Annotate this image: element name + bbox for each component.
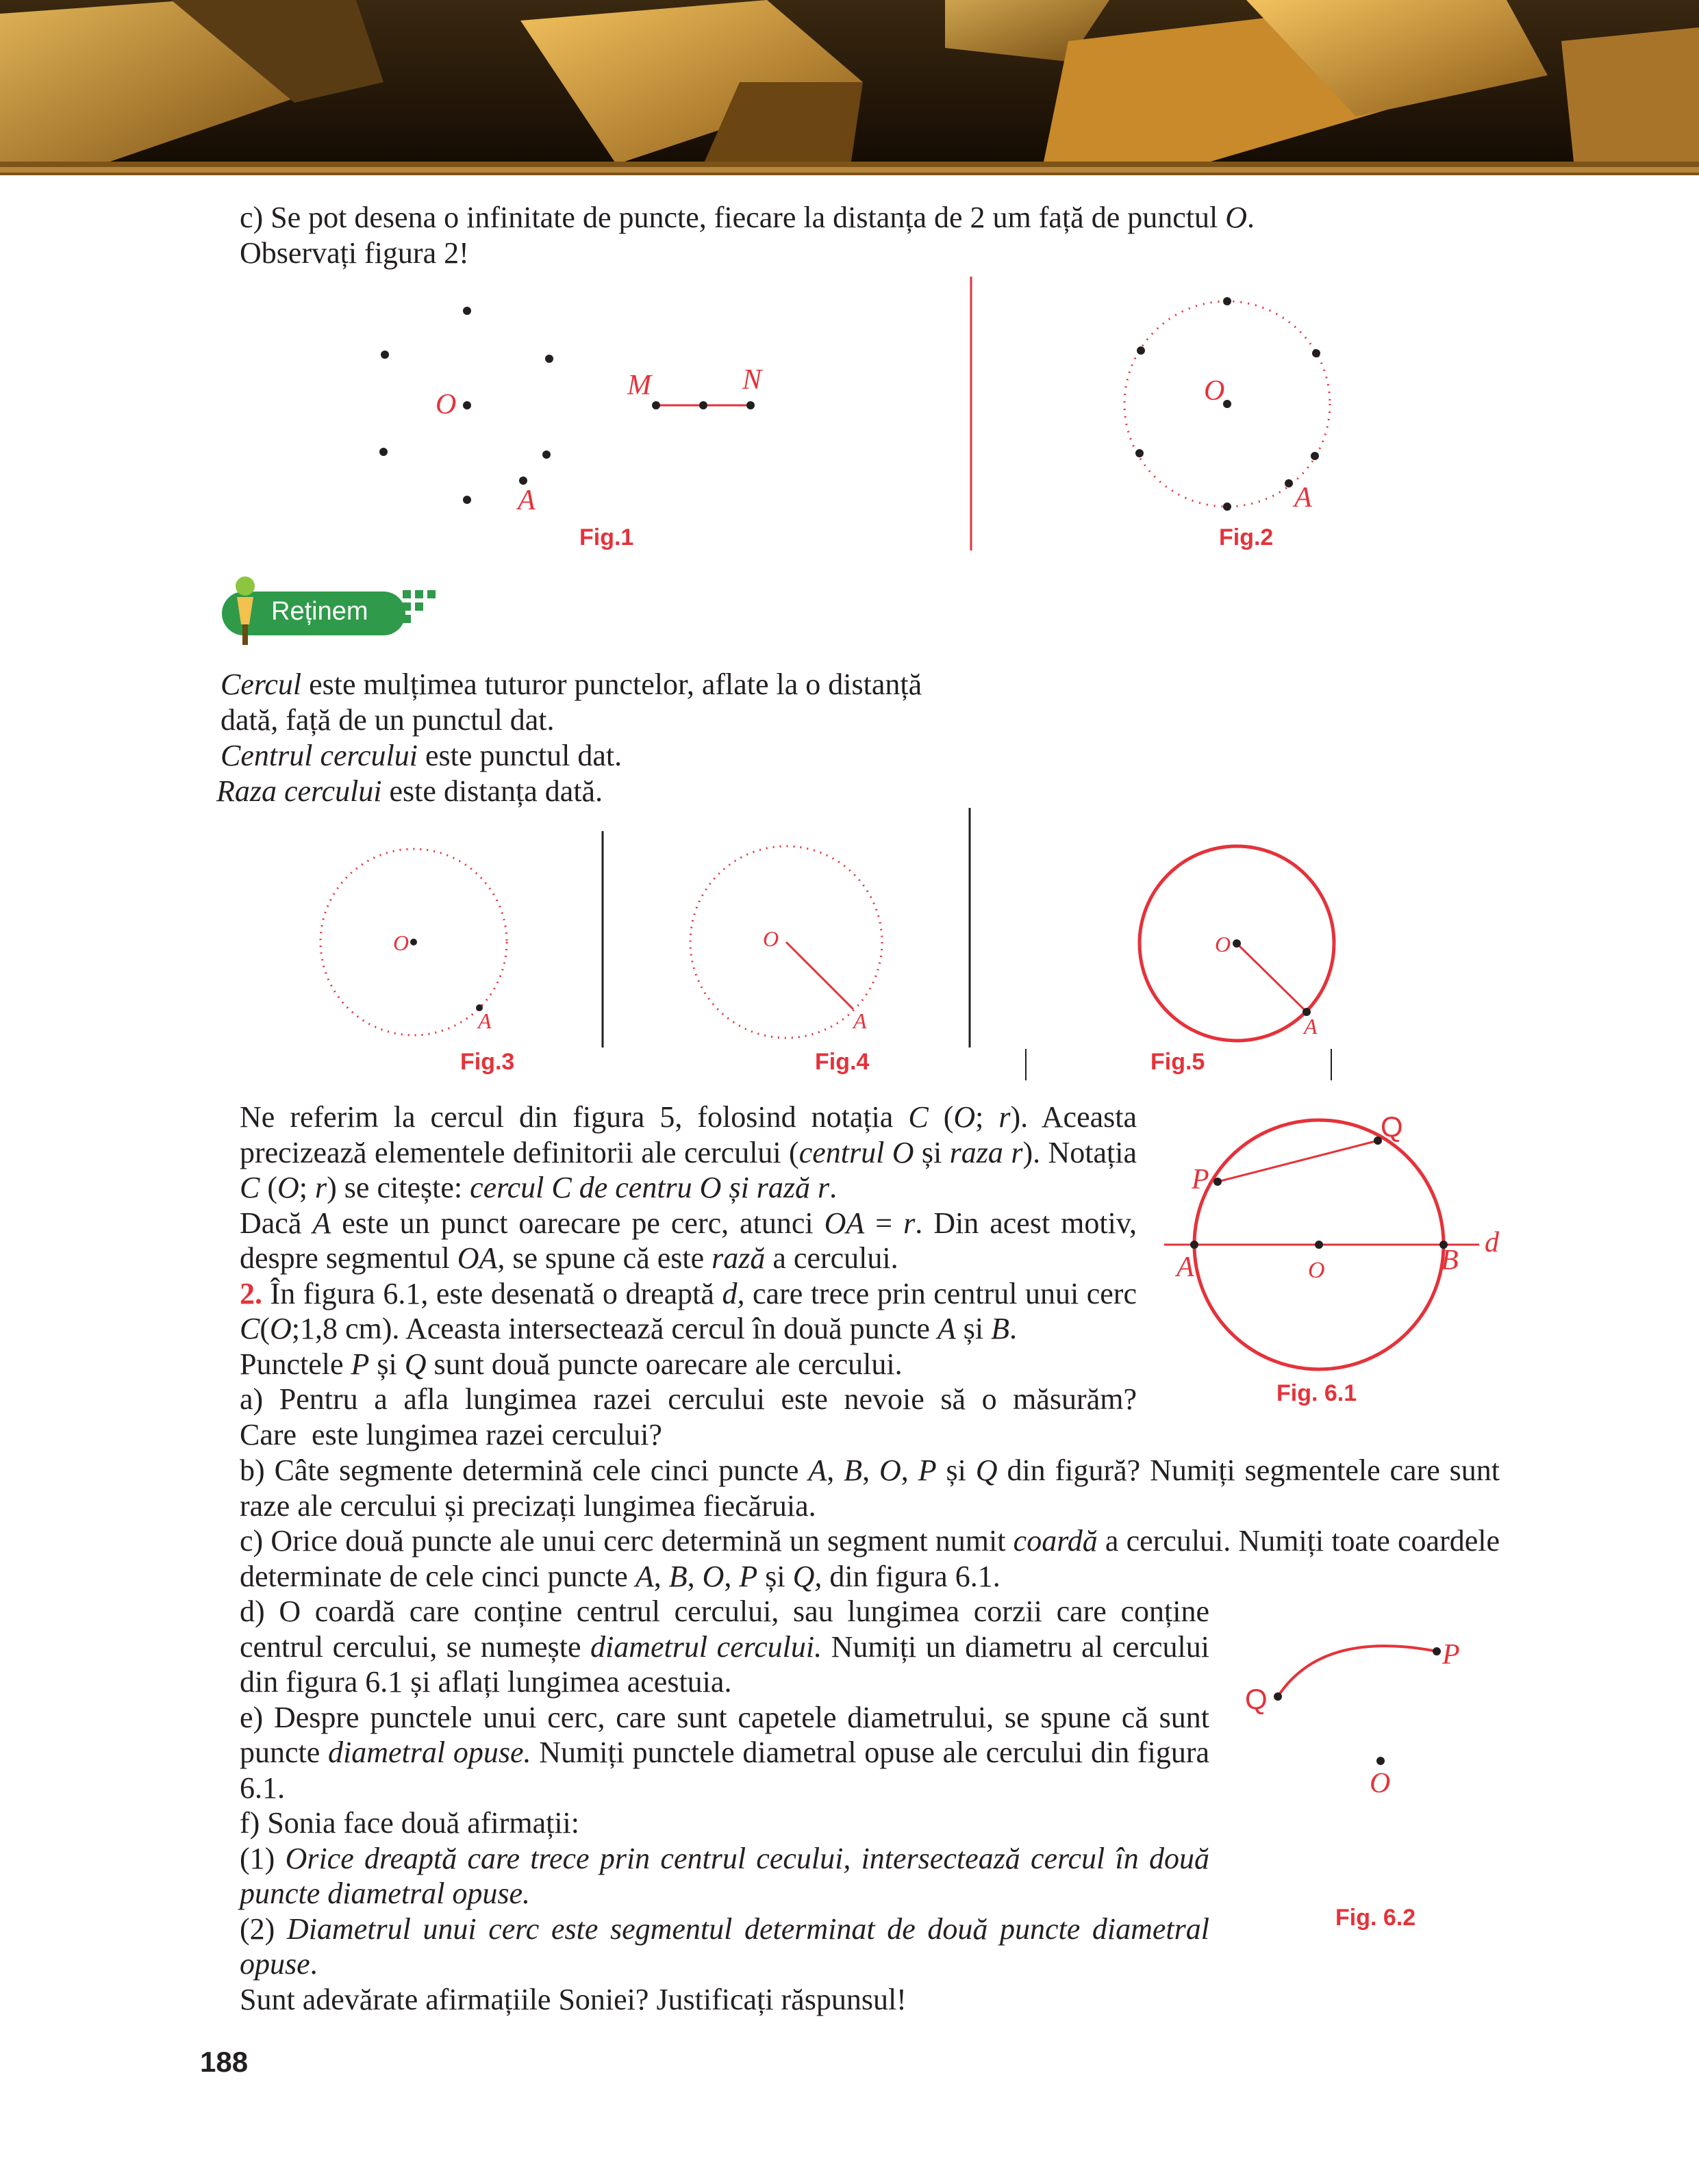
label-A-fig61: A — [1176, 1252, 1194, 1283]
intro-paragraph-c: c) Se pot desena o infinitate de puncte, fiecare la distanța de 2 um față de punctul O. — [240, 201, 1255, 234]
fig2-label: Fig.2 — [1219, 524, 1274, 550]
main-text-block-2: b) Câte segmente determină cele cinci puncte A, B, O, P și Q din figură? Numiți segmentele care sunt raze ale cercului și precizați lungimea fiecăruia. c) Orice două puncte ale unui cerc determină un segment numit coardă a cercului. Numiți toate coardele determinate de cele cinci puncte A, B, O, P și Q, din figura 6.1. — [240, 1453, 1500, 1593]
label-P-fig62: P — [1442, 1639, 1460, 1671]
label-P-fig61: P — [1192, 1164, 1209, 1195]
fig1-label: Fig.1 — [579, 524, 634, 550]
fig3-label: Fig.3 — [460, 1049, 515, 1075]
label-M: M — [627, 370, 651, 401]
retinem-label: Reținem — [271, 597, 368, 626]
label-O-fig2: O — [1204, 375, 1225, 407]
definition-line-2: dată, față de un punctul dat. — [221, 703, 555, 737]
page-number: 188 — [200, 2046, 249, 2078]
label-O-fig62: O — [1370, 1768, 1391, 1799]
fig5-label: Fig.5 — [1150, 1049, 1205, 1075]
label-B-fig61: B — [1441, 1245, 1459, 1276]
label-Q-fig61: Q — [1381, 1110, 1403, 1143]
label-A-fig5: A — [1304, 1014, 1318, 1039]
label-Q-fig62: Q — [1245, 1683, 1268, 1715]
label-O-fig5: O — [1215, 932, 1231, 956]
intro-observe: Observați figura 2! — [240, 236, 469, 270]
fig4-label: Fig.4 — [815, 1049, 870, 1075]
definition-line-1: Cercul este mulțimea tuturor punctelor, aflate la o distanță — [221, 668, 922, 701]
label-O-fig4: O — [763, 926, 779, 951]
label-A-fig1: A — [518, 485, 536, 516]
fig61-label: Fig. 6.1 — [1276, 1380, 1357, 1406]
label-O-fig1: O — [436, 389, 457, 420]
label-d-fig61: d — [1485, 1227, 1499, 1258]
fig62-label: Fig. 6.2 — [1335, 1905, 1416, 1931]
definition-line-3: Centrul cercului este punctul dat. — [221, 739, 622, 772]
label-A-fig4: A — [853, 1008, 867, 1033]
label-A-fig2: A — [1294, 482, 1312, 513]
main-text-block-3: d) O coardă care conține centrul cercului, sau lungimea corzii care conține centrul cercului, se numește diametrul cercului. Numiți un diametru al cercului din figura 6.1 și aflați lungimea acestuia. e) Despre punctele unui cerc, care sunt capetele diametrului, se spune că sunt puncte diametral opuse. Numiți punctele diametral opuse ale cercului din figura 6.1. f) Sonia face două afirmații: (1) Orice dreaptă care trece prin centrul cecului, intersectează cercul în două puncte diametral opuse. (2) Diametrul unui cerc este segmentul determinat de două puncte diametral opuse. Sunt adevărate afirmațiile Soniei? Justificați răspunsul! — [240, 1595, 1210, 2016]
definition-line-4: Raza cercului este distanța dată. — [216, 774, 603, 808]
label-A-fig3: A — [478, 1008, 492, 1033]
label-N: N — [742, 364, 762, 396]
main-text-block-1: Ne referim la cercul din figura 5, folosind notația C (O; r). Aceasta precizează elementele definitorii ale cercului (centrul O și raza r). Notația C (O; r) se citește: cercul C de centru O și rază r. Dacă A este un punct oarecare pe cerc, atunci OA = r. Din acest motiv, despre segmentul OA, se spune că este rază a cercului. 2. În figura 6.1, este desenată o dreaptă d, care trece prin centrul unui cerc C(O;1,8 cm). Aceasta intersectează cercul în două puncte A și B. Punctele P și Q sunt două puncte oarecare ale cercului. a) Pentru a afla lungimea razei cercului este nevoie să o măsurăm? Care este lungimea razei cercului? — [240, 1100, 1137, 1451]
label-O-fig61: O — [1308, 1258, 1325, 1283]
label-O-fig3: O — [393, 930, 410, 955]
